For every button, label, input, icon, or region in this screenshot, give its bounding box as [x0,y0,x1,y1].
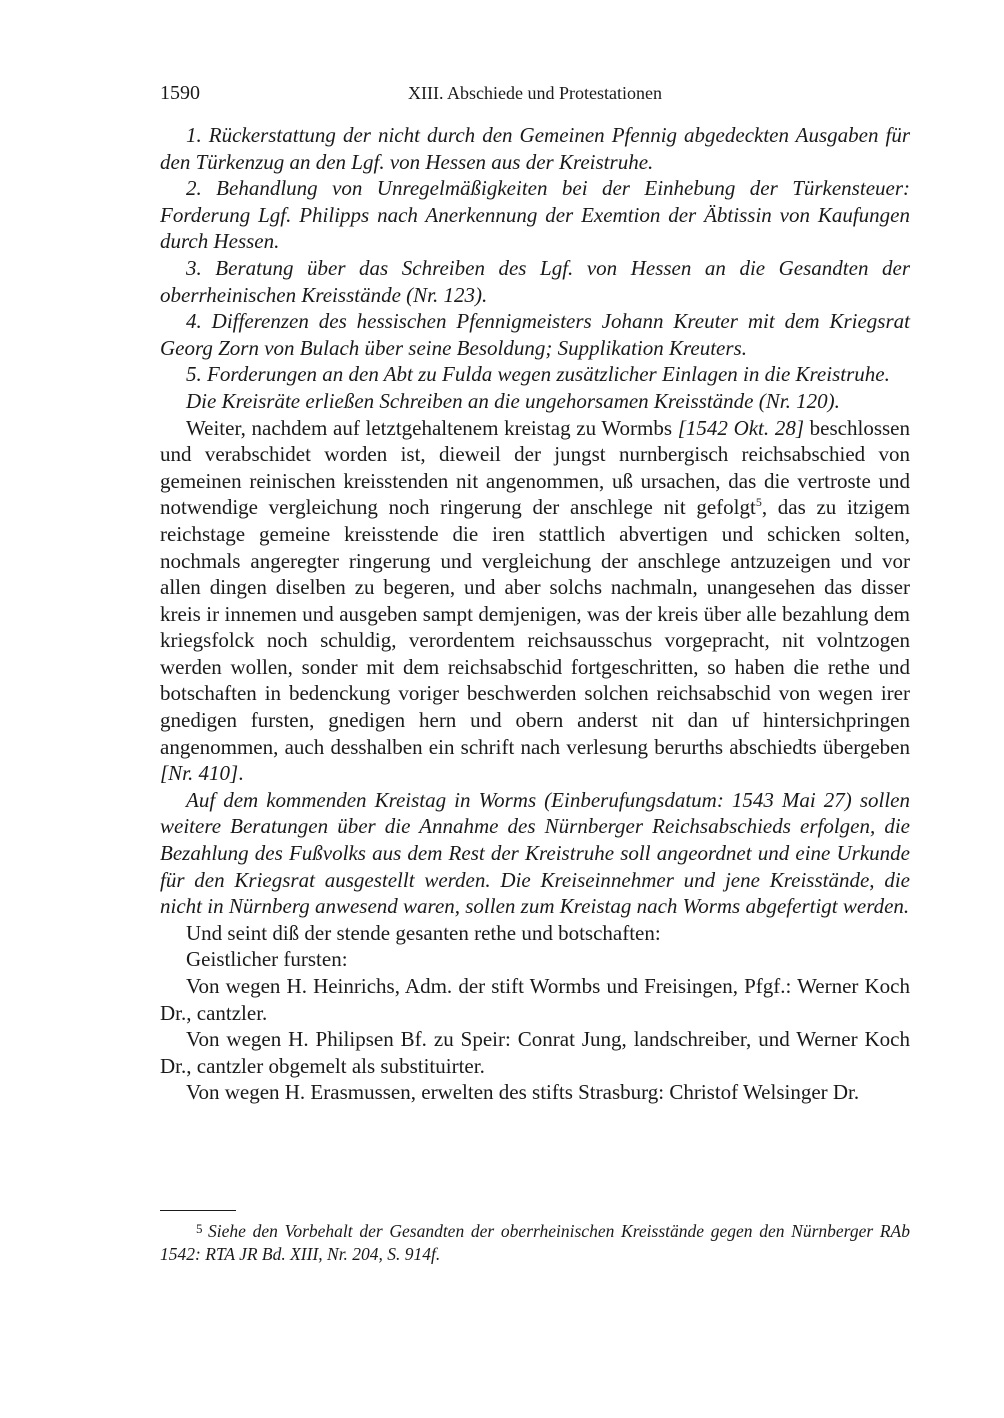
page-number: 1590 [160,82,200,104]
main-paragraph [160,415,910,787]
main-text-2: beschlossen und verabschidet worden ist, dieweil der jungst nurnbergisch reichsabschied von gemeinen reinischen kreisstenden nit angenommen, uß ursachen, das die vertroste und notwendige vergleichung noch ringerung der anschlege nit gefolgt [160,415,910,520]
envoys-intro: Und seint diß der stende gesanten rethe und botschaften: [186,920,661,945]
date-annotation: [1542 Okt. 28] [677,415,804,440]
footnote-text: Siehe den Vorbehalt der Gesandten der oberrheinischen Kreisstände gegen den Nürnberger RAb 1542: RTA JR Bd. XIII, Nr. 204, S. 914f. [160,1221,910,1264]
summary-paragraph: Auf dem kommenden Kreistag in Worms (Einberufungsdatum: 1543 Mai 27) sollen weitere Beratungen über die Annahme des Nürnberger Reichsabschieds erfolgen, die Bezahlung des Fußvolks aus dem Rest der Kreistruhe soll angeordnet und eine Urkunde für den Kriegsrat ausgestellt werden. Die Kreiseinnehmer und jene Kreisstände, die nicht in Nürnberg anwesend waren, sollen zum Kreistag nach Worms abgefertigt werden. [160,787,910,919]
footnote [160,1217,910,1266]
document-reference: [Nr. 410] [160,761,239,786]
page [160,78,910,1106]
envoys-heading-spiritual-princes: Geistlicher fursten: [186,947,348,972]
footnote-mark: 5 [196,1221,203,1236]
footnotes [160,1210,910,1266]
envoy-entry: Von wegen H. Heinrichs, Adm. der stift Wormbs und Freisingen, Pfgf.: Werner Koch Dr., cantzler. [160,974,910,1025]
agenda-item-4: 4. Differenzen des hessischen Pfennigmeisters Johann Kreuter mit dem Kriegsrat Georg Zorn von Bulach über seine Besoldung; Supplikation Kreuters. [160,309,910,360]
section-title: XIII. Abschiede und Protestationen [408,83,662,103]
envoy-entry: Von wegen H. Erasmussen, erwelten des stifts Strasburg: Christof Welsinger Dr. [186,1080,860,1105]
agenda-item-2: 2. Behandlung von Unregelmäßigkeiten bei der Einhebung der Türkensteuer: Forderung Lgf. Philipps nach Anerkennung der Exemtion der Äbtissin von Kaufungen durch Hessen. [160,176,910,254]
footnote-reference[interactable]: 5 [755,495,762,510]
agenda-item-3: 3. Beratung über das Schreiben des Lgf. von Hessen an die Gesandten der oberrheinischen Kreisstände (Nr. 123). [160,255,910,307]
main-text-3: , das zu itzigem reichstage gemeine kreisstende die iren stattlich abvertigen und schicken solten, nochmals angeregter ringerung und vergleichung der anschlege antzuzeigen und vor allen dingen diselben zu begeren, und aber solchs nachmaln, unangesehen das disser kreis ir innemen und ausgeben sampt demjenigen, was der kreis über alle bezahlung dem kriegsfolck noch schuldig, verordentem reichsausschus vorgepracht, nit volntzogen werden wollen, sonder mit dem reichsabschid fortgeschritten, so haben die rethe und botschaften in bedenckung voriger beschwerden solchen reichsabschid von wegen irer gnedigen fursten, gnedigen hern und obern anderst nit dan uf hintersichpringen angenommen, auch desshalben ein schrift nach verlesung berurths abschiedts übergeben [160,495,910,759]
envoy-entry: Von wegen H. Philipsen Bf. zu Speir: Conrat Jung, landschreiber, und Werner Koch Dr., cantzler obgemelt als substituirter. [160,1027,910,1078]
agenda-item-5: 5. Forderungen an den Abt zu Fulda wegen zusätzlicher Einlagen in die Kreistruhe. [186,362,890,387]
main-text-end: . [238,761,244,786]
agenda-item-1: 1. Rückerstattung der nicht durch den Gemeinen Pfennig abgedeckten Ausgaben für den Türkenzug an den Lgf. von Hessen aus der Kreistruhe. [160,123,910,174]
body-text [160,122,910,1106]
main-text-1: Weiter, nachdem auf letztgehaltenem kreistag zu Wormbs [186,415,678,440]
running-head [160,78,910,108]
footnote-rule [160,1210,236,1211]
editorial-note-letters: Die Kreisräte erließen Schreiben an die ungehorsamen Kreisstände (Nr. 120). [186,388,840,413]
